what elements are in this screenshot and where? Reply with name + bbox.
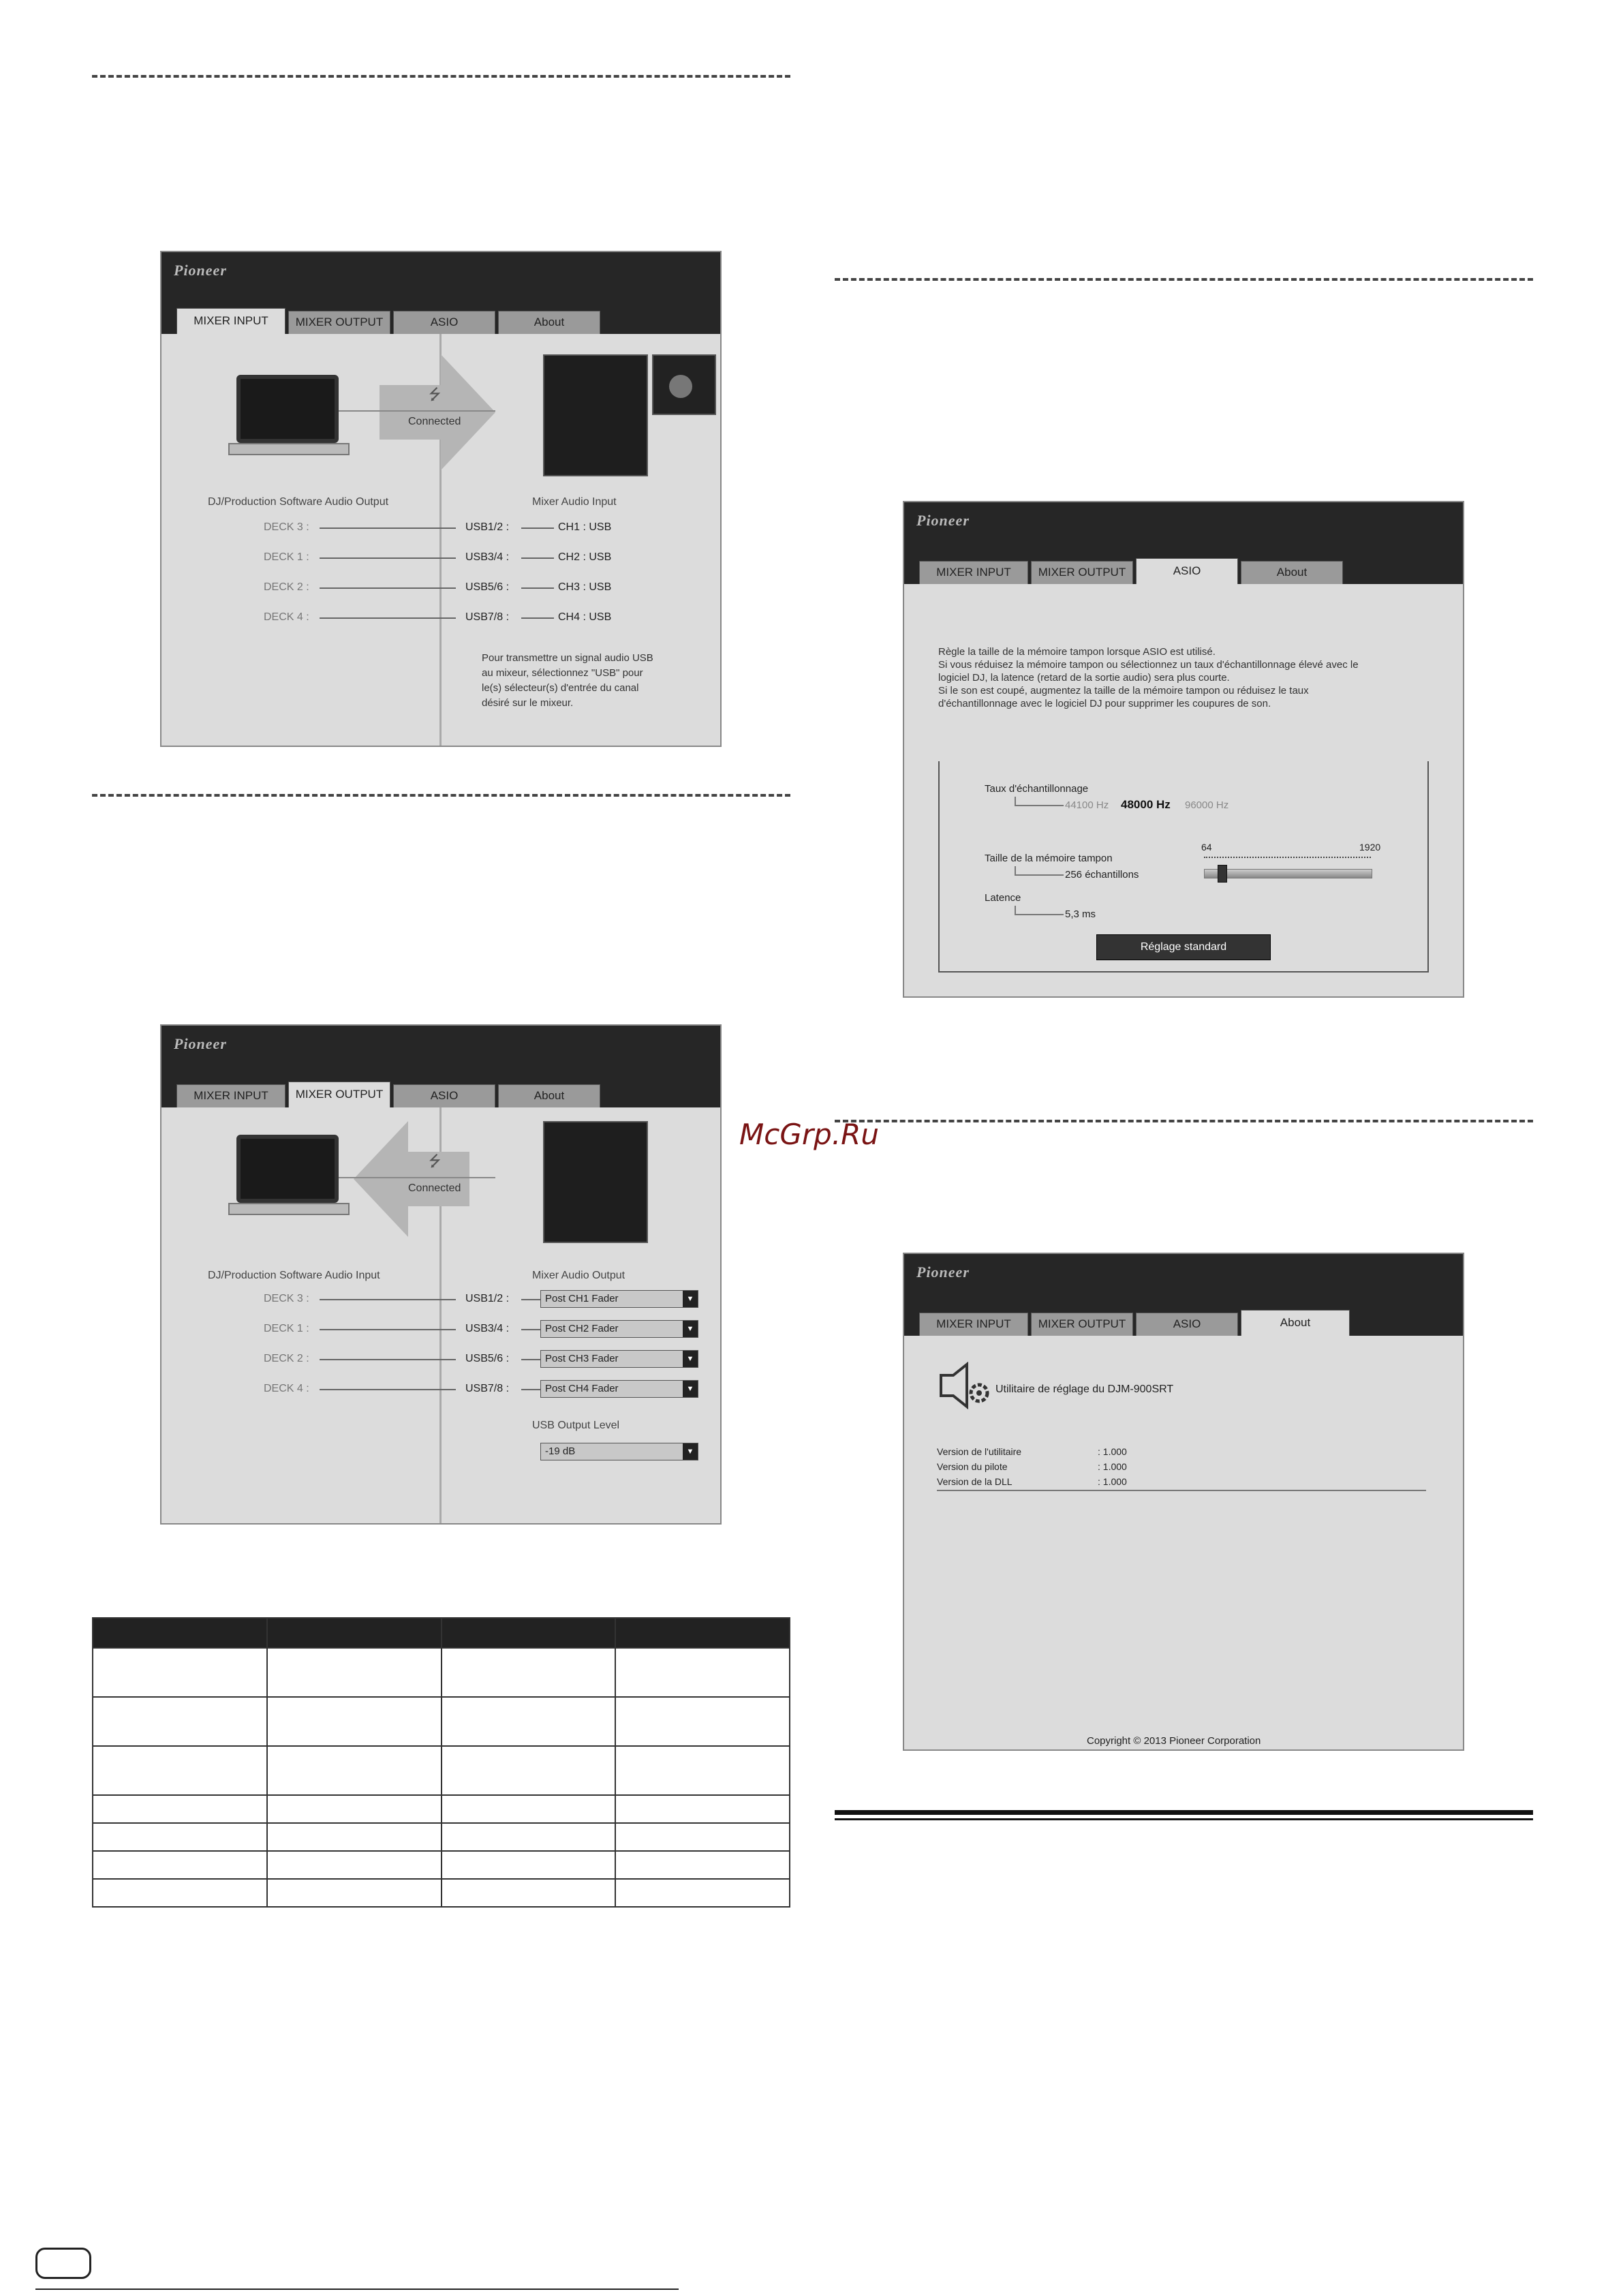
deck-label: DECK 4 : [264, 1383, 309, 1394]
route-line [521, 587, 554, 589]
mixer-device-image [543, 1121, 648, 1243]
usb-icon: ⭍ [429, 386, 442, 403]
slider-max-label: 1920 [1359, 842, 1381, 853]
footer-line [35, 2289, 679, 2290]
usb-label: USB1/2 : [465, 521, 510, 533]
buffer-size-slider[interactable] [1204, 869, 1372, 878]
deck-label: DECK 2 : [264, 581, 309, 593]
channel-label: CH1 : USB [558, 521, 612, 533]
tab-mixer-input[interactable]: MIXER INPUT [919, 561, 1028, 584]
version-label: Version de l'utilitaire [937, 1446, 1022, 1457]
latency-label: Latence [985, 892, 1021, 904]
mixer-device-image [543, 354, 648, 476]
section-rule [835, 1810, 1533, 1815]
tab-mixer-input[interactable]: MIXER INPUT [919, 1313, 1028, 1336]
channel-label: CH3 : USB [558, 581, 612, 593]
usb-label: USB5/6 : [465, 1353, 510, 1364]
rate-option-44100[interactable]: 44100 Hz [1065, 799, 1109, 811]
usb-icon: ⭍ [429, 1152, 442, 1169]
route-line [320, 527, 456, 529]
version-divider [937, 1490, 1426, 1491]
mixer-input-header: Mixer Audio Input [532, 496, 617, 508]
deck-label: DECK 3 : [264, 1293, 309, 1304]
about-window [903, 1253, 1464, 1751]
connection-status: Connected [408, 416, 461, 427]
utility-title: Utilitaire de réglage du DJM-900SRT [995, 1383, 1174, 1395]
tab-mixer-input[interactable]: MIXER INPUT [176, 1084, 285, 1107]
tab-mixer-output[interactable]: MIXER OUTPUT [288, 1082, 390, 1107]
route-line [320, 617, 456, 619]
deck-label: DECK 2 : [264, 1353, 309, 1364]
deck-label: DECK 3 : [264, 521, 309, 533]
tab-asio[interactable]: ASIO [393, 1084, 495, 1107]
bracket-connector [1015, 866, 1064, 876]
usb-label: USB5/6 : [465, 581, 510, 593]
slider-min-label: 64 [1201, 842, 1212, 853]
tab-asio[interactable]: ASIO [393, 311, 495, 334]
chevron-down-icon[interactable]: ▼ [683, 1381, 698, 1397]
deck-label: DECK 4 : [264, 611, 309, 623]
input-selector-knob [669, 375, 692, 398]
laptop-icon [236, 375, 339, 443]
default-settings-button[interactable]: Réglage standard [1096, 934, 1271, 960]
tab-mixer-output[interactable]: MIXER OUTPUT [288, 311, 390, 334]
pioneer-logo: Pioneer [916, 1264, 970, 1281]
usb-arrow-right-icon [380, 354, 502, 470]
chevron-down-icon[interactable]: ▼ [683, 1443, 698, 1460]
asio-description: Règle la taille de la mémoire tampon lorsque ASIO est utilisé. Si vous réduisez la mémoire tampon ou sélectionnez un taux d'échantillonnage élevé avec le logiciel DJ, la latence (retard de la sortie audio) sera plus courte. Si le son est coupé, augmentez la taille de la mémoire tampon ou réduisez le taux d'échantillonnage avec le logiciel DJ pour supprimer les coupures de son. [938, 646, 1359, 709]
version-value: : 1.000 [1098, 1476, 1127, 1487]
section-divider [835, 278, 1533, 281]
tab-asio[interactable]: ASIO [1136, 558, 1238, 584]
usb-label: USB7/8 : [465, 611, 510, 623]
copyright: Copyright © 2013 Pioneer Corporation [1087, 1735, 1261, 1747]
mixer-output-header: Mixer Audio Output [532, 1270, 625, 1281]
tab-about[interactable]: About [1241, 1310, 1350, 1336]
latency-value: 5,3 ms [1065, 908, 1096, 920]
route-line [521, 527, 554, 529]
usb-label: USB7/8 : [465, 1383, 510, 1394]
chevron-down-icon[interactable]: ▼ [683, 1291, 698, 1307]
version-value: : 1.000 [1098, 1461, 1127, 1472]
route-line [320, 1359, 456, 1360]
connection-status: Connected [408, 1182, 461, 1194]
channel-label: CH2 : USB [558, 551, 612, 563]
output-source-select[interactable]: Post CH4 Fader ▼ [540, 1380, 698, 1398]
usb-label: USB3/4 : [465, 1323, 510, 1334]
usb-label: USB3/4 : [465, 551, 510, 563]
output-source-select[interactable]: Post CH3 Fader ▼ [540, 1350, 698, 1368]
route-line [320, 1389, 456, 1390]
usb-output-level-label: USB Output Level [532, 1420, 620, 1431]
route-line [521, 617, 554, 619]
mixer-output-window [160, 1024, 722, 1525]
rate-option-48000[interactable]: 48000 Hz [1121, 798, 1171, 811]
slider-thumb[interactable] [1218, 865, 1227, 883]
pioneer-logo: Pioneer [916, 512, 970, 529]
page-number-box [35, 2248, 91, 2279]
laptop-icon [236, 1135, 339, 1203]
usb-output-level-select[interactable]: -19 dB ▼ [540, 1443, 698, 1460]
section-rule [835, 1818, 1533, 1820]
chevron-down-icon[interactable]: ▼ [683, 1351, 698, 1367]
bracket-connector [1015, 797, 1064, 806]
rate-option-96000[interactable]: 96000 Hz [1185, 799, 1229, 811]
section-divider [835, 1120, 1533, 1122]
sample-rate-label: Taux d'échantillonnage [985, 783, 1089, 795]
watermark: McGrp.Ru [739, 1118, 879, 1151]
version-label: Version du pilote [937, 1461, 1008, 1472]
usb-arrow-left-icon [347, 1121, 469, 1237]
route-line [320, 587, 456, 589]
channel-label: CH4 : USB [558, 611, 612, 623]
deck-label: DECK 1 : [264, 551, 309, 563]
software-input-header: DJ/Production Software Audio Input [208, 1270, 380, 1281]
asio-window [903, 501, 1464, 998]
route-line [320, 1329, 456, 1330]
specification-table [92, 1617, 790, 1908]
version-label: Version de la DLL [937, 1476, 1013, 1487]
usb-cable [339, 410, 495, 412]
tab-about[interactable]: About [1241, 561, 1343, 584]
pioneer-logo: Pioneer [174, 1035, 227, 1052]
tab-mixer-output[interactable]: MIXER OUTPUT [1031, 561, 1133, 584]
laptop-base [228, 443, 350, 455]
pioneer-logo: Pioneer [174, 262, 227, 279]
route-line [521, 557, 554, 559]
buffer-size-value: 256 échantillons [1065, 869, 1139, 881]
buffer-size-label: Taille de la mémoire tampon [985, 853, 1113, 864]
mixer-input-window [160, 251, 722, 747]
tab-mixer-input[interactable]: MIXER INPUT [176, 308, 285, 334]
usb-label: USB1/2 : [465, 1293, 510, 1304]
speaker-gear-icon [938, 1362, 993, 1409]
bracket-connector [1015, 906, 1064, 915]
tab-mixer-output[interactable]: MIXER OUTPUT [1031, 1313, 1133, 1336]
usb-input-note: Pour transmettre un signal audio USB au mixeur, sélectionnez "USB" pour le(s) sélecteur(s) d'entrée du canal désiré sur le mixeur. [482, 652, 653, 709]
route-line [320, 557, 456, 559]
output-source-select[interactable]: Post CH2 Fader ▼ [540, 1320, 698, 1338]
route-line [320, 1299, 456, 1300]
tab-asio[interactable]: ASIO [1136, 1313, 1238, 1336]
section-divider [92, 75, 790, 78]
output-source-select[interactable]: Post CH1 Fader ▼ [540, 1290, 698, 1308]
tab-about[interactable]: About [498, 311, 600, 334]
slider-ticks [1204, 857, 1371, 863]
laptop-base [228, 1203, 350, 1215]
usb-cable [339, 1177, 495, 1178]
software-output-header: DJ/Production Software Audio Output [208, 496, 389, 508]
tab-about[interactable]: About [498, 1084, 600, 1107]
version-value: : 1.000 [1098, 1446, 1127, 1457]
chevron-down-icon[interactable]: ▼ [683, 1321, 698, 1337]
section-divider [92, 794, 790, 797]
deck-label: DECK 1 : [264, 1323, 309, 1334]
